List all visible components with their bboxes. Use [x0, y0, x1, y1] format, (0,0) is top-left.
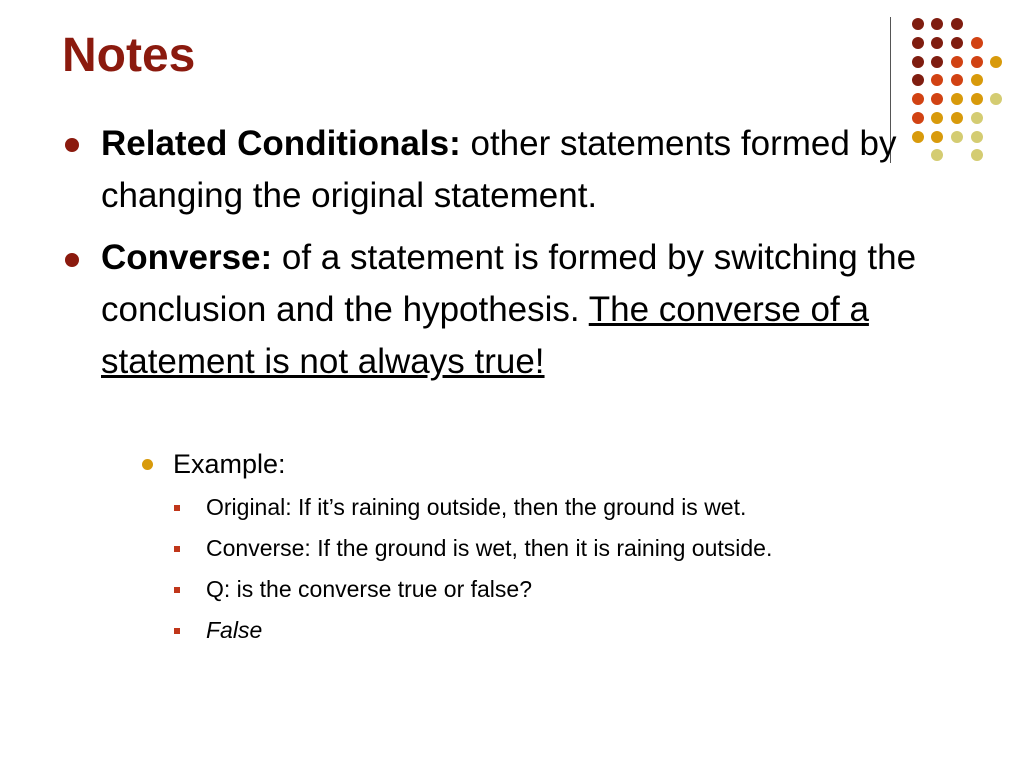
decorative-dot: [971, 37, 983, 49]
bullet-disc-1: [65, 138, 79, 152]
example-converse: Converse: If the ground is wet, then it is raining outside.: [206, 535, 773, 561]
term-related-conditionals: Related Conditionals:: [101, 124, 461, 163]
bullet-disc-2: [65, 253, 79, 267]
decorative-dot: [912, 56, 924, 68]
decorative-dot: [912, 74, 924, 86]
decorative-dot: [912, 37, 924, 49]
decorative-dot: [951, 56, 963, 68]
example-label: Example:: [173, 449, 286, 479]
decorative-dot: [971, 131, 983, 143]
decorative-dot: [971, 149, 983, 161]
decorative-dot: [912, 18, 924, 30]
bullet-converse: [101, 232, 961, 388]
definition-related-conditionals: other statements formed by changing the original statement.: [101, 124, 897, 215]
decorative-dot: [990, 93, 1002, 105]
decorative-dot: [971, 74, 983, 86]
example-question: Q: is the converse true or false?: [206, 576, 532, 602]
decorative-dot: [912, 93, 924, 105]
item-square-2: [174, 546, 180, 552]
decorative-dot: [951, 18, 963, 30]
decorative-dot: [990, 56, 1002, 68]
decorative-dot: [951, 131, 963, 143]
bullet-related-conditionals: [101, 118, 951, 222]
example-answer: False: [206, 617, 263, 643]
decorative-dot: [951, 93, 963, 105]
decorative-dot: [971, 56, 983, 68]
decorative-dot: [931, 93, 943, 105]
term-converse: Converse:: [101, 238, 273, 277]
decorative-dot: [951, 74, 963, 86]
decorative-dot: [931, 74, 943, 86]
decorative-dot: [951, 37, 963, 49]
decorative-dot: [971, 93, 983, 105]
slide-title: Notes: [62, 29, 196, 82]
decorative-dot: [931, 37, 943, 49]
item-square-3: [174, 587, 180, 593]
example-original: Original: If it’s raining outside, then the ground is wet.: [206, 494, 747, 520]
decorative-dot: [951, 112, 963, 124]
sub-bullet-disc: [142, 459, 153, 470]
definition-converse: of a statement is formed by switching the conclusion and the hypothesis.: [101, 238, 917, 329]
decorative-dot: [971, 112, 983, 124]
item-square-1: [174, 505, 180, 511]
item-square-4: [174, 628, 180, 634]
converse-warning: The converse of a statement is not always true!: [101, 290, 869, 381]
decorative-dot: [931, 56, 943, 68]
decorative-dot: [931, 18, 943, 30]
